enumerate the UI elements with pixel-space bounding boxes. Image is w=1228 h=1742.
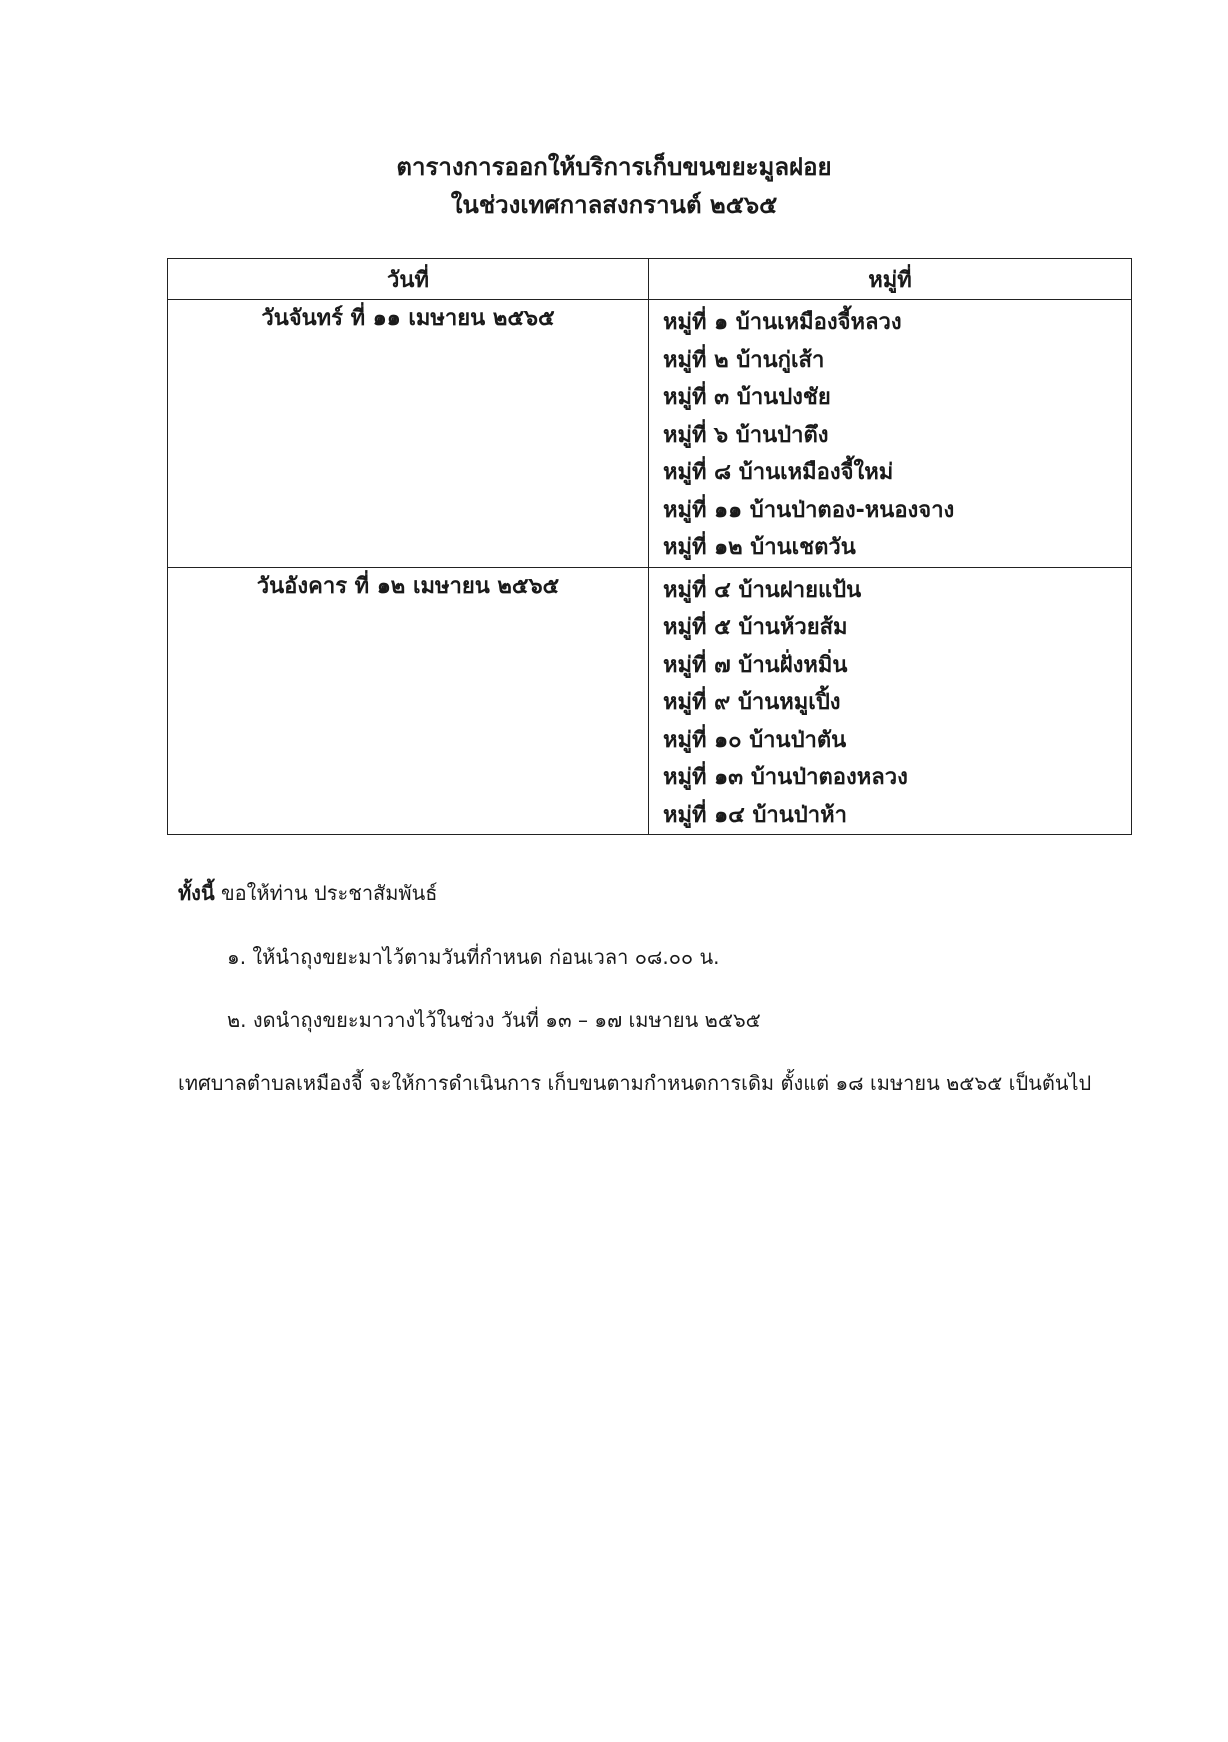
note-lead [178, 878, 438, 908]
note-item-2: ๒. งดนำถุงขยะมาวางไว้ในช่วง วันที่ ๑๓ – ๑๗ เมษายน ๒๕๖๕ [227, 1008, 761, 1032]
note-closing: เทศบาลตำบลเหมืองจี้ จะให้การดำเนินการ เก็บขนตามกำหนดการเดิม ตั้งแต่ ๑๘ เมษายน ๒๕๖๕ เป็นต้นไป [178, 1071, 1092, 1095]
list-item: หมู่ที่ ๒ บ้านกู่เส้า [663, 347, 825, 373]
village-list [649, 568, 1131, 835]
header-village: หมู่ที่ [649, 259, 1132, 300]
table-header-row [168, 259, 1132, 300]
list-item: หมู่ที่ ๗ บ้านฝั่งหมิ่น [663, 652, 848, 678]
list-item: หมู่ที่ ๑๒ บ้านเชตวัน [663, 535, 856, 560]
list-item: หมู่ที่ ๑ บ้านเหมืองจี้หลวง [663, 310, 902, 335]
note-item-1: ๑. ให้นำถุงขยะมาไว้ตามวันที่กำหนด ก่อนเวลา ๐๘.๐๐ น. [227, 945, 720, 969]
list-item: หมู่ที่ ๑๑ บ้านป่าตอง-หนองจาง [663, 497, 955, 523]
date-cell: วันอังคาร ที่ ๑๒ เมษายน ๒๕๖๕ [168, 567, 649, 835]
title-line-2: ในช่วงเทศกาลสงกรานต์ ๒๕๖๕ [450, 191, 778, 219]
list-item: หมู่ที่ ๑๔ บ้านป่าห้า [663, 802, 847, 828]
list-item: หมู่ที่ ๓ บ้านปงชัย [663, 385, 831, 410]
title-line-1: ตารางการออกให้บริการเก็บขนขยะมูลฝอย [396, 153, 832, 181]
list-item: หมู่ที่ ๕ บ้านห้วยส้ม [663, 615, 848, 640]
list-item: หมู่ที่ ๑๓ บ้านป่าตองหลวง [663, 765, 908, 790]
note-lead-text: ขอให้ท่าน ประชาสัมพันธ์ [214, 881, 438, 905]
village-cell [649, 567, 1132, 835]
list-item: หมู่ที่ ๑๐ บ้านป่าตัน [663, 727, 847, 753]
list-item: หมู่ที่ ๘ บ้านเหมืองจี้ใหม่ [663, 460, 894, 485]
village-cell [649, 300, 1132, 568]
list-item: หมู่ที่ ๙ บ้านหมูเปิ้ง [663, 690, 841, 715]
schedule-table [167, 258, 1132, 835]
header-date: วันที่ [168, 259, 649, 300]
table-row [168, 567, 1132, 835]
table-row [168, 300, 1132, 568]
list-item: หมู่ที่ ๖ บ้านป่าตึง [663, 422, 829, 448]
note-lead-bold: ทั้งนี้ [178, 881, 215, 905]
village-list [649, 300, 1131, 567]
document-title [0, 148, 1228, 224]
date-cell: วันจันทร์ ที่ ๑๑ เมษายน ๒๕๖๕ [168, 300, 649, 568]
list-item: หมู่ที่ ๔ บ้านฝายแป้น [663, 577, 862, 603]
